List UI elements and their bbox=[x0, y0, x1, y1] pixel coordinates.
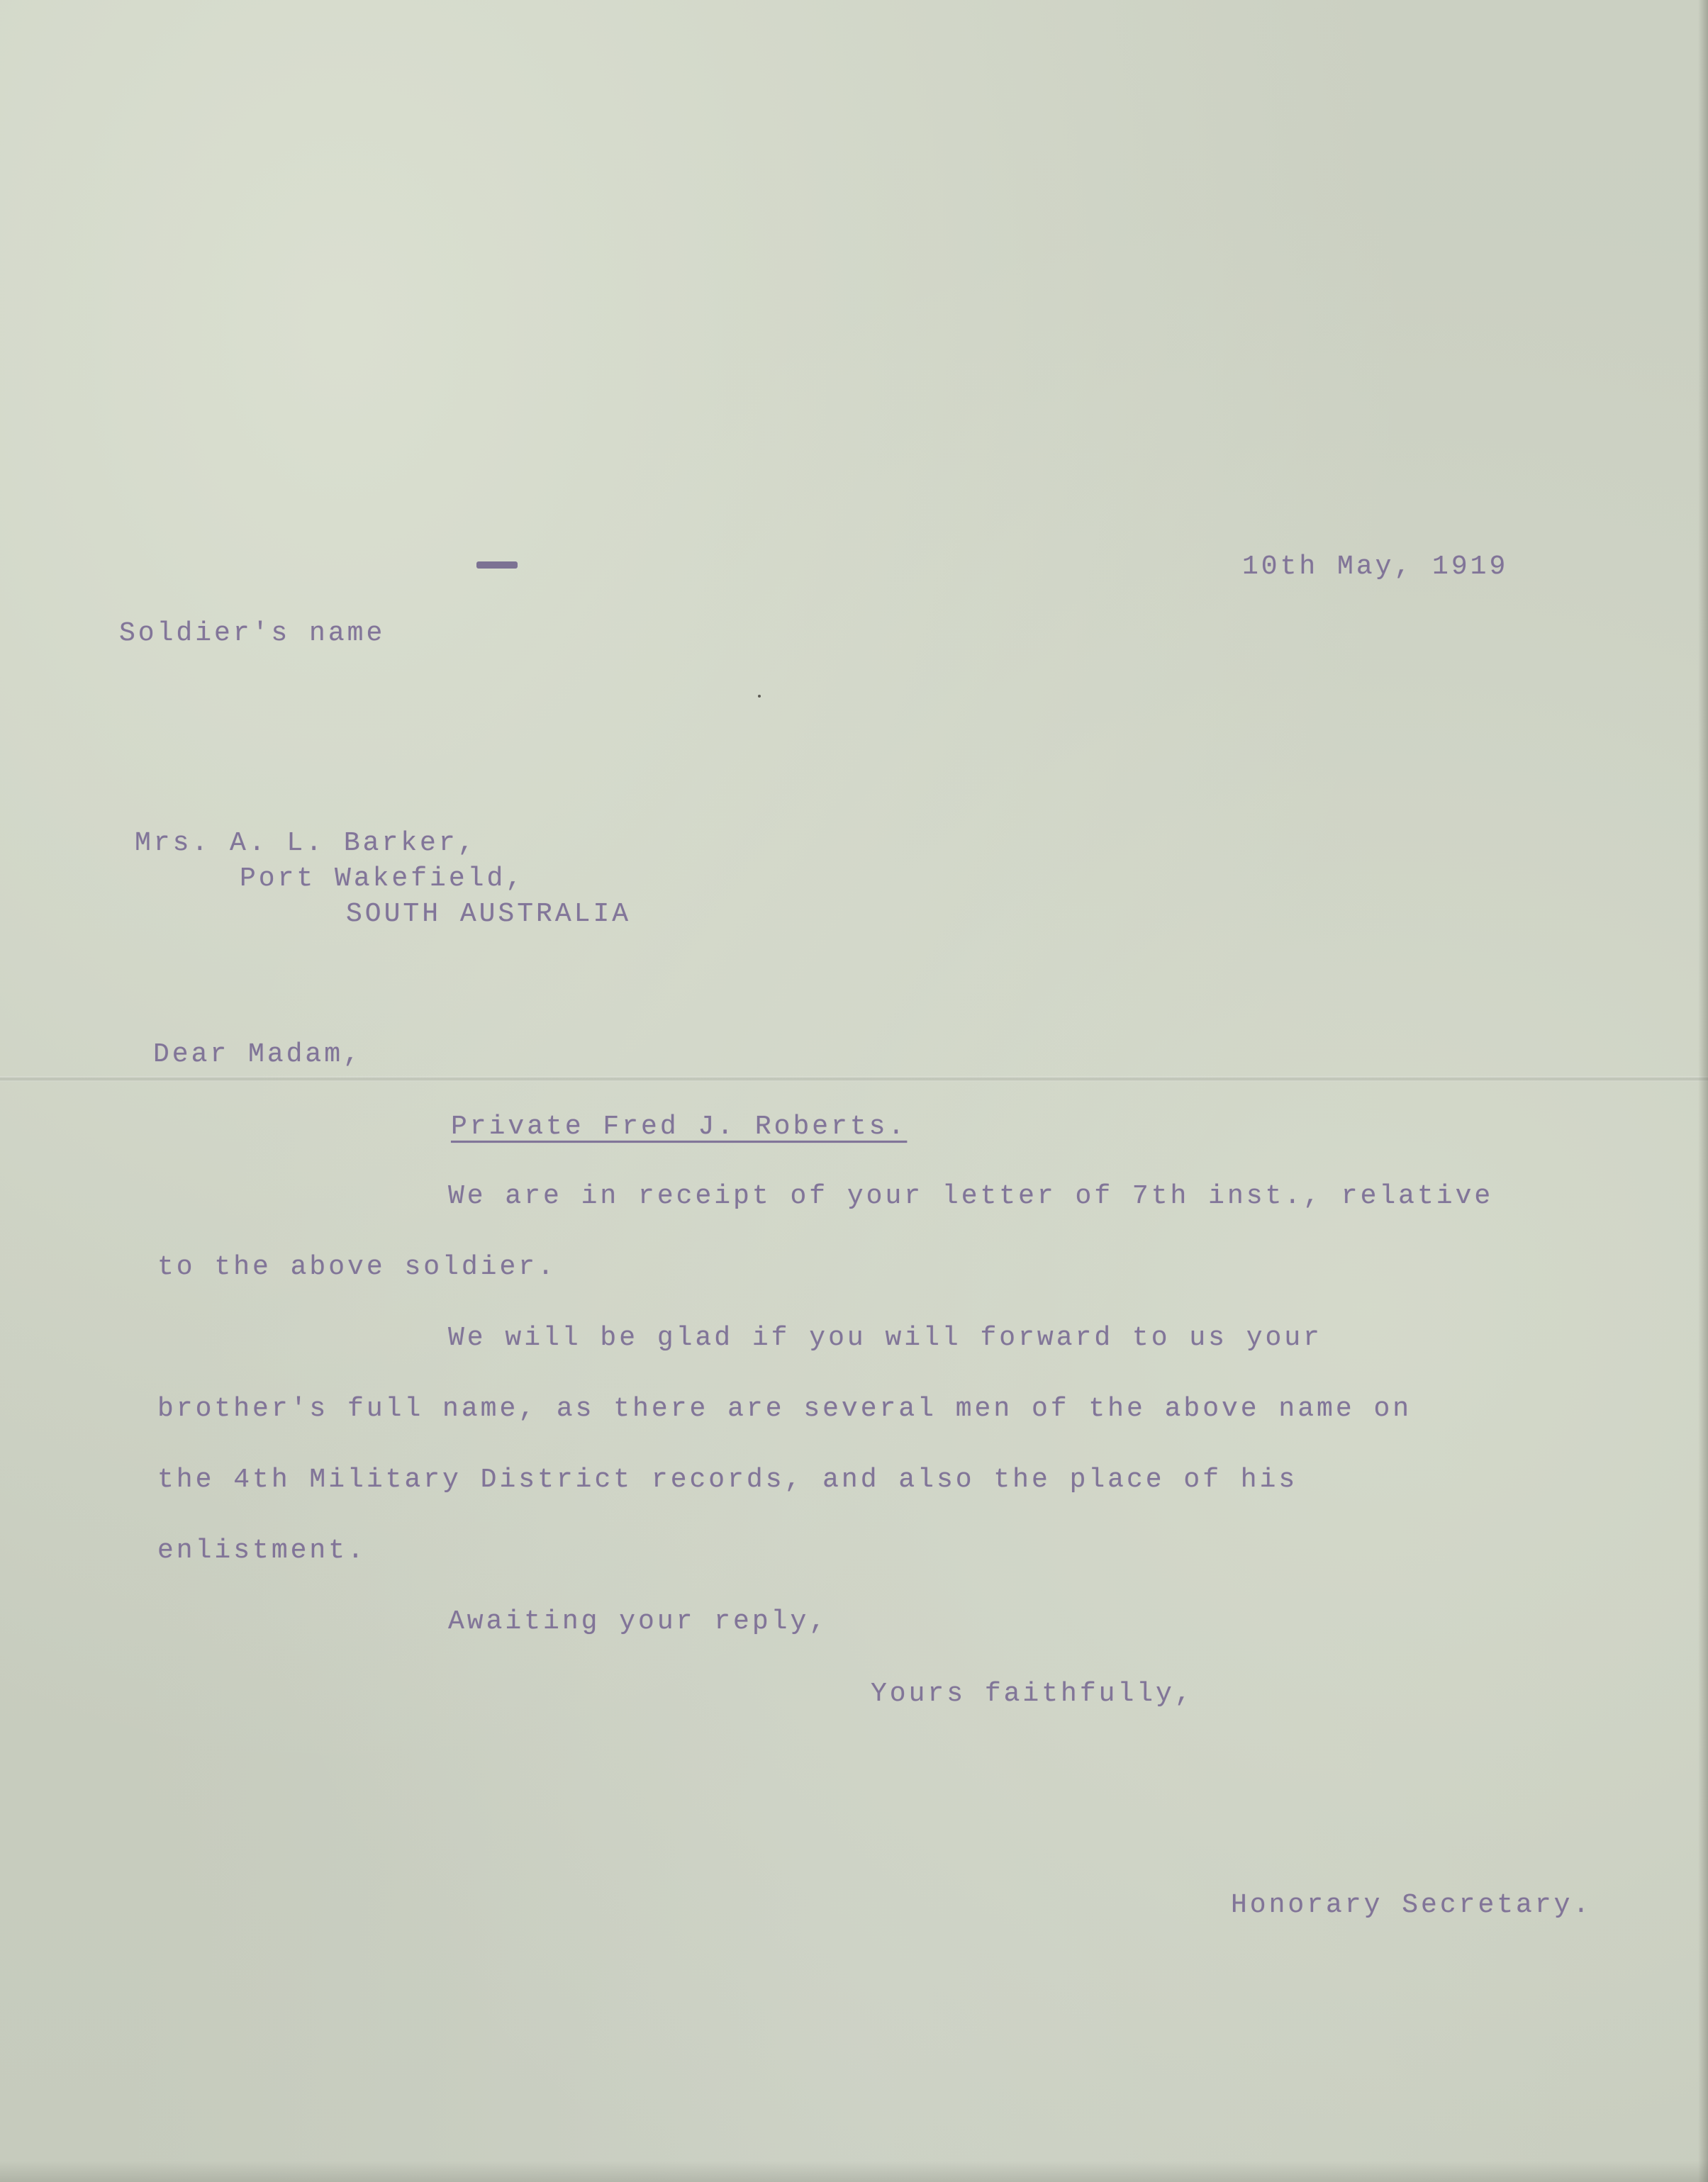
recipient-town: Port Wakefield, bbox=[240, 863, 525, 894]
body-line-2: to the above soldier. bbox=[157, 1252, 557, 1282]
signatory-title: Honorary Secretary. bbox=[1231, 1890, 1592, 1920]
body-line-1: We are in receipt of your letter of 7th inst., relative bbox=[448, 1181, 1494, 1212]
body-line-4: brother's full name, as there are several men of the above name on bbox=[157, 1394, 1412, 1424]
letter-date: 10th May, 1919 bbox=[1242, 552, 1509, 582]
body-line-5: the 4th Military District records, and also the place of his bbox=[157, 1465, 1298, 1495]
dash-mark bbox=[476, 561, 518, 569]
soldier-name-label: Soldier's name bbox=[119, 618, 386, 649]
recipient-state: SOUTH AUSTRALIA bbox=[346, 899, 632, 929]
letter-subject: Private Fred J. Roberts. bbox=[451, 1112, 908, 1142]
closing: Yours faithfully, bbox=[871, 1679, 1194, 1709]
paper-bottom-shadow bbox=[0, 2161, 1708, 2182]
ink-dot bbox=[758, 695, 761, 698]
salutation: Dear Madam, bbox=[153, 1039, 362, 1070]
body-line-7: Awaiting your reply, bbox=[448, 1606, 829, 1637]
paper-fold-line bbox=[0, 1076, 1708, 1082]
body-line-6: enlistment. bbox=[157, 1535, 367, 1566]
paper-edge-shadow bbox=[1698, 0, 1708, 2182]
recipient-name: Mrs. A. L. Barker, bbox=[135, 828, 477, 858]
body-line-3: We will be glad if you will forward to us your bbox=[448, 1323, 1322, 1353]
